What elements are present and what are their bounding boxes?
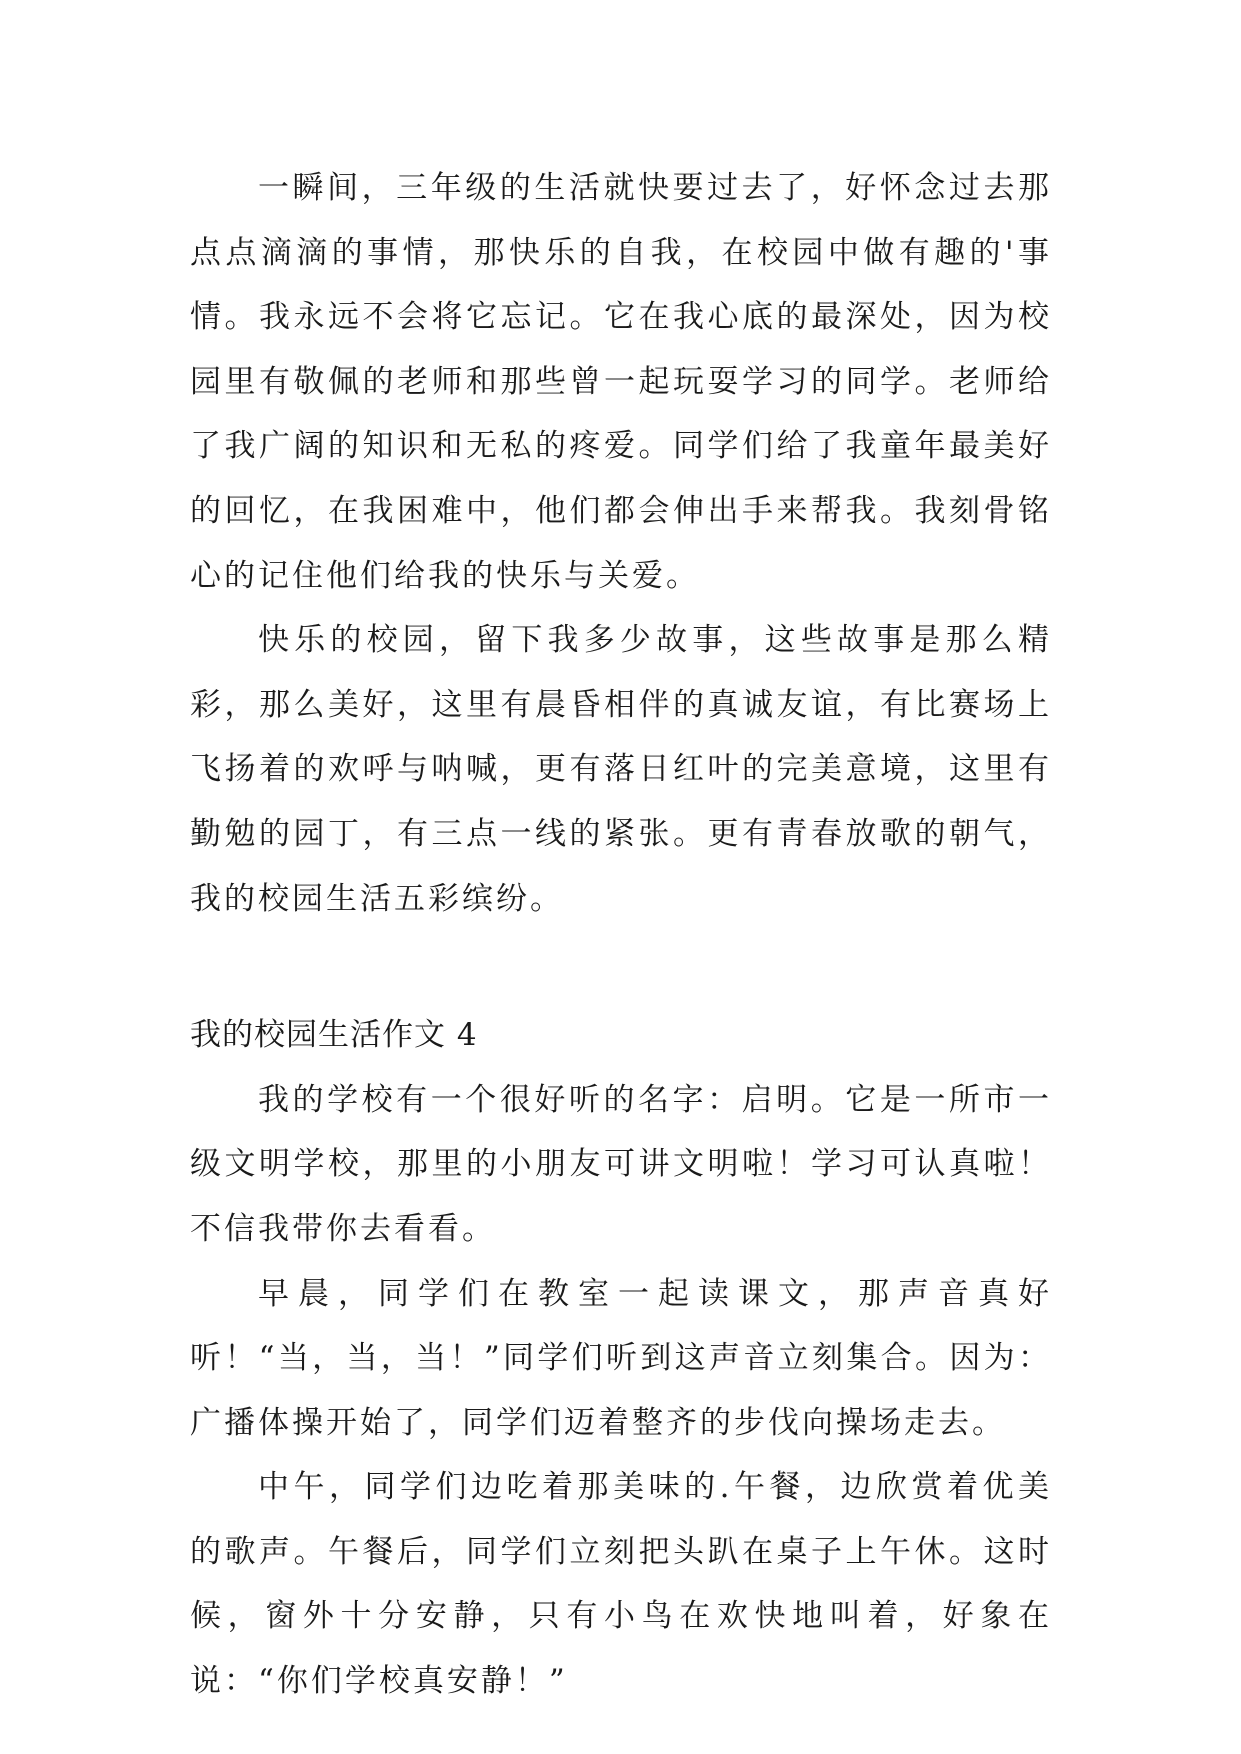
paragraph-5: 中午，同学们边吃着那美味的.午餐，边欣赏着优美的歌声。午餐后，同学们立刻把头趴在桌子上午休。这时候，窗外十分安静，只有小鸟在欢快地叫着，好象在说：“你们学校真安静！” [190,1469,1052,1700]
paragraph-4: 早晨，同学们在教室一起读课文，那声音真好听！“当，当，当！”同学们听到这声音立刻集合。因为：广播体操开始了，同学们迈着整齐的步伐向操场走去。 [190,1275,1052,1441]
paragraph-3: 我的学校有一个很好听的名字：启明。它是一所市一级文明学校，那里的小朋友可讲文明啦！学习可认真啦！不信我带你去看看。 [190,1081,1052,1247]
document-body [190,156,1052,1714]
paragraph-1: 一瞬间，三年级的生活就快要过去了，好怀念过去那点点滴滴的事情，那快乐的自我，在校园中做有趣的'事情。我永远不会将它忘记。它在我心底的最深处，因为校园里有敬佩的老师和那些曾一起玩耍学习的同学。老师给了我广阔的知识和无私的疼爱。同学们给了我童年最美好的回忆，在我困难中，他们都会伸出手来帮我。我刻骨铭心的记住他们给我的快乐与关爱。 [190,170,1052,594]
section-heading: 我的校园生活作文 4 [190,1017,478,1054]
paragraph-2: 快乐的校园，留下我多少故事，这些故事是那么精彩，那么美好，这里有晨昏相伴的真诚友谊，有比赛场上飞扬着的欢呼与呐喊，更有落日红叶的完美意境，这里有勤勉的园丁，有三点一线的紧张。更有青春放歌的朝气，我的校园生活五彩缤纷。 [190,622,1052,917]
